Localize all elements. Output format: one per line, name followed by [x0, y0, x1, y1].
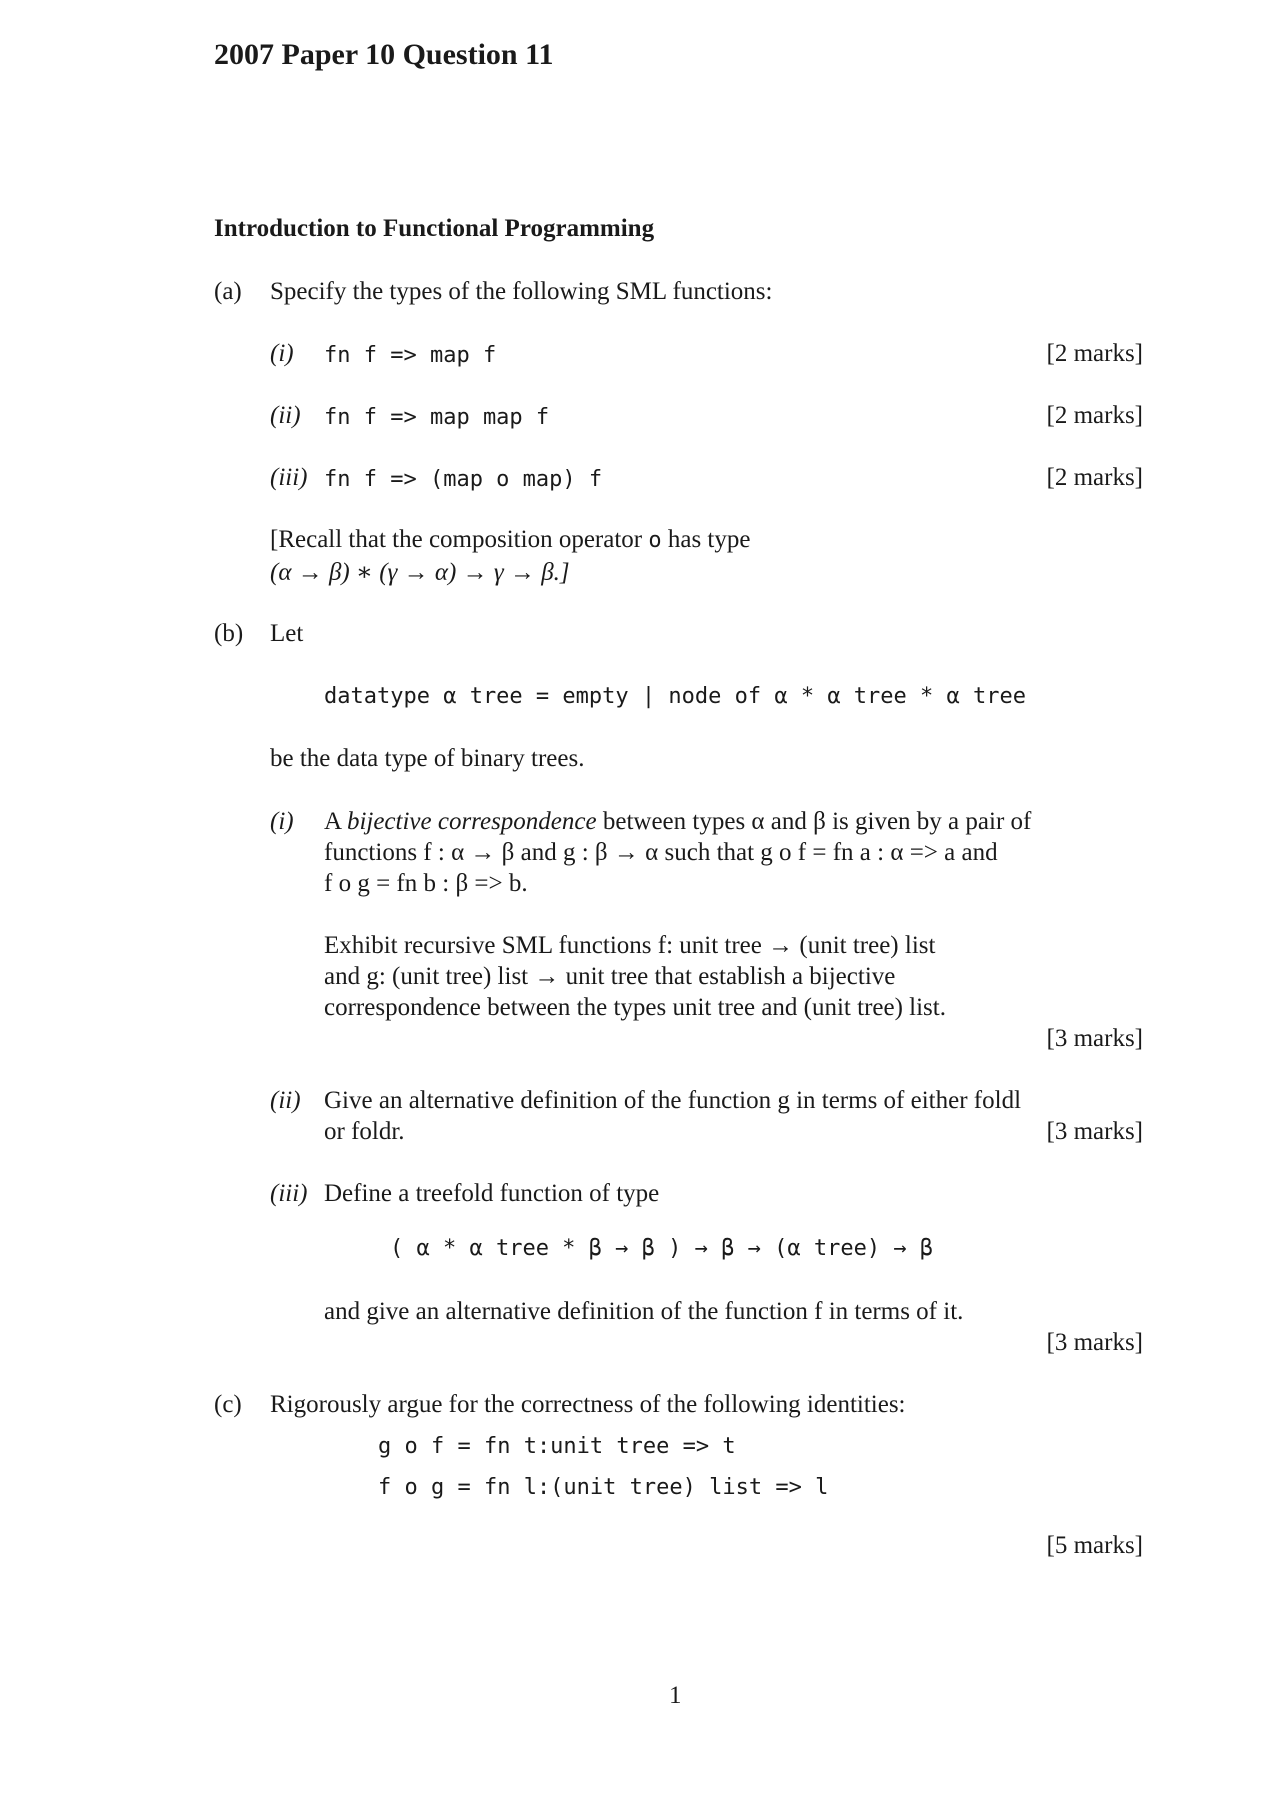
part-b-i-para1-line2: functions f : α → β and g : β → α such that g o f = fn a : α => a and	[324, 839, 998, 866]
part-b-i-num: (i)	[270, 808, 294, 835]
course-title: Introduction to Functional Programming	[214, 215, 655, 242]
part-b-i-para1-line3: f o g = fn b : β => b.	[324, 870, 528, 897]
part-a-item-2-code: fn f => map map f	[324, 405, 550, 430]
identity-1: g o f = fn t:unit tree => t	[378, 1434, 736, 1459]
recall-post: has type	[661, 526, 751, 553]
part-b-i-para2-line2: and g: (unit tree) list → unit tree that establish a bijective	[324, 963, 896, 990]
part-a-item-2-marks: [2 marks]	[1046, 402, 1143, 429]
part-a-item-3-num: (iii)	[270, 464, 308, 491]
treefold-type: ( α * α tree * β → β ) → β → (α tree) → β	[390, 1236, 934, 1261]
part-a-label: (a)	[214, 278, 242, 305]
part-b-iii-num: (iii)	[270, 1180, 308, 1207]
part-a-recall-line1	[270, 526, 750, 554]
part-b-iii-line1: Define a treefold function of type	[324, 1180, 660, 1207]
part-b-after: be the data type of binary trees.	[270, 745, 585, 772]
page-title: 2007 Paper 10 Question 11	[214, 38, 554, 71]
part-c-label: (c)	[214, 1391, 242, 1418]
part-a-item-3-code: fn f => (map o map) f	[324, 467, 603, 492]
part-a-item-1-code: fn f => map f	[324, 343, 497, 368]
part-a-item-1-num: (i)	[270, 340, 294, 367]
part-a-item-1-marks: [2 marks]	[1046, 340, 1143, 367]
para1-pre: A	[324, 808, 347, 835]
part-a-recall-line2: (α → β) ∗ (γ → α) → γ → β.]	[270, 559, 570, 586]
part-a-item-2-num: (ii)	[270, 402, 301, 429]
part-c-intro: Rigorously argue for the correctness of the following identities:	[270, 1391, 906, 1418]
part-c-marks: [5 marks]	[1046, 1532, 1143, 1559]
part-b-ii-line1: Give an alternative definition of the function g in terms of either foldl	[324, 1087, 1022, 1114]
part-b-iii-marks: [3 marks]	[1046, 1329, 1143, 1356]
part-b-ii-marks: [3 marks]	[1046, 1118, 1143, 1145]
part-b-let: Let	[270, 620, 304, 647]
part-b-i-para2-line1: Exhibit recursive SML functions f: unit tree → (unit tree) list	[324, 932, 936, 959]
part-b-i-para1-line1	[324, 808, 1144, 836]
part-b-iii-line2: and give an alternative definition of the function f in terms of it.	[324, 1298, 964, 1325]
part-a-intro: Specify the types of the following SML functions:	[270, 278, 773, 305]
part-b-ii-line2: or foldr.	[324, 1118, 405, 1145]
part-a-item-3-marks: [2 marks]	[1046, 464, 1143, 491]
datatype-definition: datatype α tree = empty | node of α * α tree * α tree	[324, 684, 1026, 709]
page-number: 1	[669, 1682, 682, 1709]
para1-post: between types α and β is given by a pair of	[596, 808, 1032, 835]
part-b-i-para2-line3: correspondence between the types unit tree and (unit tree) list.	[324, 994, 946, 1021]
part-b-label: (b)	[214, 620, 244, 647]
part-b-ii-num: (ii)	[270, 1087, 301, 1114]
part-b-i-marks: [3 marks]	[1046, 1025, 1143, 1052]
recall-pre: [Recall that the composition operator	[270, 526, 649, 553]
identity-2: f o g = fn l:(unit tree) list => l	[378, 1475, 829, 1500]
para1-emphasis: bijective correspondence	[346, 808, 597, 835]
recall-op: o	[648, 528, 662, 553]
